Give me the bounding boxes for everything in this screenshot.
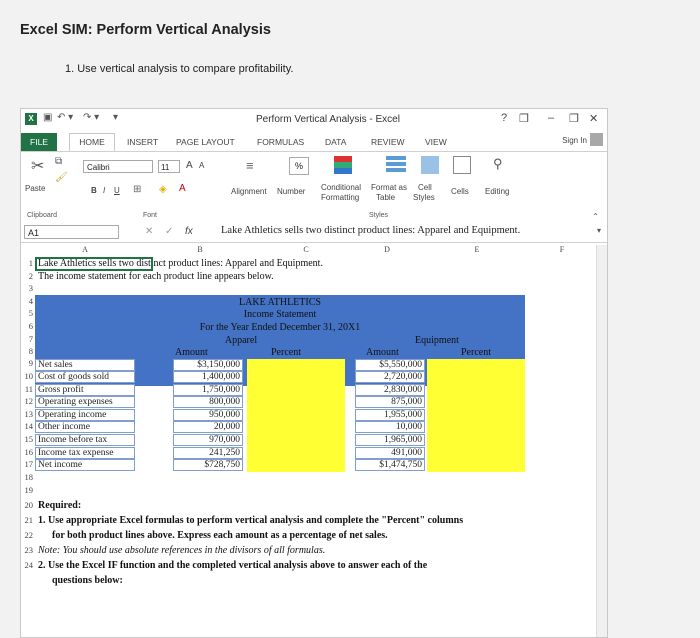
page-title: Excel SIM: Perform Vertical Analysis bbox=[20, 22, 271, 38]
question-1-line-1[interactable]: 1. Use appropriate Excel formulas to perform vertical analysis and complete the "Percent" columns bbox=[38, 515, 464, 526]
statement-period[interactable]: For the Year Ended December 31, 20X1 bbox=[199, 322, 361, 333]
table-row-label[interactable]: Income tax expense bbox=[35, 447, 135, 459]
format-painter-icon[interactable]: 🖌 bbox=[55, 172, 68, 183]
ribbon-display-button[interactable]: ❐ bbox=[519, 113, 529, 125]
redo-icon[interactable]: ↷ ▾ bbox=[83, 112, 100, 123]
equipment-amount-cell[interactable]: 2,830,000 bbox=[355, 384, 425, 396]
excel-logo-icon: X bbox=[25, 113, 37, 125]
worksheet-grid[interactable] bbox=[21, 245, 607, 638]
tab-page-layout[interactable]: PAGE LAYOUT bbox=[176, 137, 235, 147]
excel-window bbox=[20, 108, 608, 638]
selected-cell bbox=[35, 257, 153, 271]
apparel-header[interactable]: Apparel bbox=[224, 335, 258, 346]
equipment-amount-header[interactable]: Amount bbox=[366, 347, 399, 358]
cells-button[interactable]: Cells bbox=[451, 187, 469, 196]
format-as-table-button[interactable]: Format as bbox=[371, 183, 408, 192]
ribbon bbox=[21, 151, 607, 223]
cell-styles-button[interactable]: Cell bbox=[418, 183, 432, 192]
table-row-label[interactable]: Operating expenses bbox=[35, 396, 135, 408]
fill-color-icon[interactable]: ◈ bbox=[159, 184, 167, 195]
row-header[interactable]: 24 bbox=[24, 560, 33, 570]
cancel-icon[interactable]: ✕ bbox=[145, 226, 154, 237]
row-header[interactable]: 19 bbox=[24, 485, 33, 495]
vertical-scrollbar[interactable] bbox=[596, 245, 607, 638]
copy-icon[interactable]: ⧉ bbox=[55, 156, 63, 167]
conditional-formatting-button[interactable]: Conditional bbox=[321, 183, 362, 192]
apparel-amount-cell[interactable]: 950,000 bbox=[173, 409, 243, 421]
table-row-label[interactable]: Other income bbox=[35, 421, 135, 433]
instruction-text: 1. Use vertical analysis to compare profitability. bbox=[65, 63, 294, 75]
apparel-amount-header[interactable]: Amount bbox=[175, 347, 208, 358]
column-header-a[interactable]: A bbox=[82, 245, 88, 254]
apparel-amount-cell[interactable]: 970,000 bbox=[173, 434, 243, 446]
sign-in-link[interactable]: Sign In bbox=[562, 136, 587, 145]
help-button[interactable]: ? bbox=[501, 112, 508, 124]
tab-formulas[interactable]: FORMULAS bbox=[257, 137, 305, 147]
apparel-amount-cell[interactable]: $3,150,000 bbox=[173, 359, 243, 371]
row-header[interactable]: 8 bbox=[28, 346, 33, 356]
row-header[interactable]: 5 bbox=[28, 308, 33, 318]
equipment-amount-cell[interactable]: 875,000 bbox=[355, 396, 425, 408]
table-row-label[interactable]: Cost of goods sold bbox=[35, 371, 135, 383]
format-as-table-icon[interactable] bbox=[386, 156, 406, 174]
row-header[interactable]: 6 bbox=[28, 321, 33, 331]
intro-text-2[interactable]: The income statement for each product line appears below. bbox=[38, 271, 274, 282]
restore-button[interactable]: ❐ bbox=[569, 113, 579, 125]
font-color-icon[interactable]: A bbox=[179, 183, 186, 194]
avatar[interactable] bbox=[590, 133, 603, 146]
equipment-amount-cell[interactable]: $5,550,000 bbox=[355, 359, 425, 371]
equipment-amount-cell[interactable]: $1,474,750 bbox=[355, 459, 425, 471]
equipment-header[interactable]: Equipment bbox=[415, 335, 459, 346]
row-header[interactable]: 14 bbox=[24, 421, 33, 431]
row-header[interactable]: 7 bbox=[28, 334, 33, 344]
row-header[interactable]: 4 bbox=[28, 296, 33, 306]
cut-icon[interactable]: ✂ bbox=[31, 158, 45, 175]
apparel-percent-header[interactable]: Percent bbox=[271, 347, 301, 358]
formula-note[interactable]: Note: You should use absolute references in the divisors of all formulas. bbox=[38, 545, 326, 556]
tab-review[interactable]: REVIEW bbox=[371, 137, 405, 147]
formula-bar bbox=[21, 222, 607, 243]
tab-data[interactable]: DATA bbox=[325, 137, 347, 147]
expand-formula-icon[interactable]: ▾ bbox=[596, 226, 601, 235]
row-header[interactable]: 13 bbox=[24, 409, 33, 419]
table-row-label[interactable]: Net sales bbox=[35, 359, 135, 371]
row-header[interactable]: 15 bbox=[24, 434, 33, 444]
grow-font-button[interactable]: A bbox=[186, 160, 193, 171]
row-header[interactable]: 18 bbox=[24, 472, 33, 482]
styles-group-label: Styles bbox=[369, 212, 389, 219]
equipment-amount-cell[interactable]: 10,000 bbox=[355, 421, 425, 433]
row-header[interactable]: 23 bbox=[24, 545, 33, 555]
column-header-b[interactable]: B bbox=[197, 245, 203, 254]
apparel-percent-input-area[interactable] bbox=[247, 359, 345, 472]
cells-icon[interactable] bbox=[453, 156, 471, 174]
question-2-line-2[interactable]: questions below: bbox=[52, 575, 123, 586]
row-header[interactable]: 12 bbox=[24, 396, 33, 406]
italic-button[interactable]: I bbox=[103, 186, 106, 195]
row-header[interactable]: 2 bbox=[28, 271, 33, 281]
insert-function-icon[interactable]: fx bbox=[185, 226, 193, 237]
intro-text[interactable]: Lake Athletics sells two distinct product lines: Apparel and Equipment. bbox=[38, 258, 323, 269]
cell-styles-icon[interactable] bbox=[421, 156, 439, 174]
column-header-f[interactable]: F bbox=[559, 245, 565, 254]
column-header-e[interactable]: E bbox=[474, 245, 480, 254]
apparel-amount-cell[interactable]: 800,000 bbox=[173, 396, 243, 408]
table-row-label[interactable]: Income before tax bbox=[35, 434, 135, 446]
customize-toolbar-icon[interactable]: ▾ bbox=[113, 112, 119, 123]
alignment-icon[interactable]: ≡ bbox=[246, 158, 254, 173]
table-row-label[interactable]: Net income bbox=[35, 459, 135, 471]
conditional-formatting-icon[interactable] bbox=[334, 156, 352, 174]
undo-icon[interactable]: ↶ ▾ bbox=[57, 112, 74, 123]
tab-view[interactable]: VIEW bbox=[425, 137, 447, 147]
equipment-amount-cell[interactable]: 1,955,000 bbox=[355, 409, 425, 421]
row-header[interactable]: 16 bbox=[24, 447, 33, 457]
collapse-ribbon-icon[interactable]: ⌃ bbox=[592, 212, 599, 221]
column-header-c[interactable]: C bbox=[303, 245, 309, 254]
number-button[interactable]: Number bbox=[277, 187, 306, 196]
save-icon[interactable]: ▣ bbox=[43, 112, 53, 123]
equipment-amount-cell[interactable]: 491,000 bbox=[355, 447, 425, 459]
binoculars-icon[interactable]: ⚲ bbox=[493, 156, 503, 171]
equipment-amount-cell[interactable]: 2,720,000 bbox=[355, 371, 425, 383]
table-row-label[interactable]: Gross profit bbox=[35, 384, 135, 396]
column-header-d[interactable]: D bbox=[384, 245, 390, 254]
equipment-percent-input-area[interactable] bbox=[427, 359, 525, 472]
row-header[interactable]: 17 bbox=[24, 459, 33, 469]
apparel-amount-cell[interactable]: 20,000 bbox=[173, 421, 243, 433]
clipboard-group-label: Clipboard bbox=[27, 212, 57, 219]
minimize-button[interactable]: – bbox=[548, 112, 555, 124]
shrink-font-button[interactable]: A bbox=[199, 161, 205, 170]
row-header[interactable]: 20 bbox=[24, 500, 33, 510]
conditional-formatting-label: Formatting bbox=[321, 193, 360, 202]
apparel-amount-cell[interactable]: 241,250 bbox=[173, 447, 243, 459]
equipment-percent-header[interactable]: Percent bbox=[461, 347, 491, 358]
statement-title[interactable]: Income Statement bbox=[243, 309, 317, 320]
font-name-input[interactable]: Calibri bbox=[83, 160, 153, 173]
table-row-label[interactable]: Operating income bbox=[35, 409, 135, 421]
row-header[interactable]: 3 bbox=[28, 283, 33, 293]
required-heading[interactable]: Required: bbox=[38, 500, 82, 511]
font-group-label: Font bbox=[143, 212, 158, 219]
borders-icon[interactable]: ⊞ bbox=[133, 184, 142, 195]
paste-button[interactable]: Paste bbox=[25, 184, 46, 193]
percent-icon[interactable]: % bbox=[289, 157, 309, 175]
alignment-button[interactable]: Alignment bbox=[231, 187, 267, 196]
name-box[interactable]: A1 bbox=[24, 225, 119, 239]
question-1-line-2[interactable]: for both product lines above. Express each amount as a percentage of net sales. bbox=[52, 530, 388, 541]
company-name[interactable]: LAKE ATHLETICS bbox=[239, 297, 321, 308]
question-2-line-1[interactable]: 2. Use the Excel IF function and the completed vertical analysis above to answer each of the bbox=[38, 560, 428, 571]
tab-insert[interactable]: INSERT bbox=[127, 137, 159, 147]
cell-styles-label: Styles bbox=[413, 193, 435, 202]
formula-input[interactable]: Lake Athletics sells two distinct product lines: Apparel and Equipment. bbox=[221, 225, 521, 236]
font-size-input[interactable]: 11 bbox=[158, 160, 180, 173]
tab-file[interactable]: FILE bbox=[21, 133, 57, 151]
bold-button[interactable]: B bbox=[91, 186, 97, 195]
equipment-amount-cell[interactable]: 1,965,000 bbox=[355, 434, 425, 446]
close-button[interactable]: ✕ bbox=[589, 113, 599, 125]
window-title: Perform Vertical Analysis - Excel bbox=[256, 114, 400, 125]
row-header[interactable]: 21 bbox=[24, 515, 33, 525]
row-header[interactable]: 9 bbox=[28, 358, 33, 368]
format-as-table-label: Table bbox=[376, 193, 396, 202]
row-header[interactable]: 11 bbox=[24, 384, 33, 394]
row-header[interactable]: 10 bbox=[24, 371, 33, 381]
apparel-amount-cell[interactable]: $728,750 bbox=[173, 459, 243, 471]
row-header[interactable]: 1 bbox=[28, 258, 33, 268]
enter-icon[interactable]: ✓ bbox=[165, 226, 174, 237]
row-header[interactable]: 22 bbox=[24, 530, 33, 540]
title-bar bbox=[21, 109, 607, 131]
underline-button[interactable]: U bbox=[114, 186, 120, 195]
editing-button[interactable]: Editing bbox=[485, 187, 510, 196]
ribbon-tabs bbox=[21, 133, 607, 151]
apparel-amount-cell[interactable]: 1,750,000 bbox=[173, 384, 243, 396]
apparel-amount-cell[interactable]: 1,400,000 bbox=[173, 371, 243, 383]
tab-home[interactable]: HOME bbox=[69, 133, 115, 151]
